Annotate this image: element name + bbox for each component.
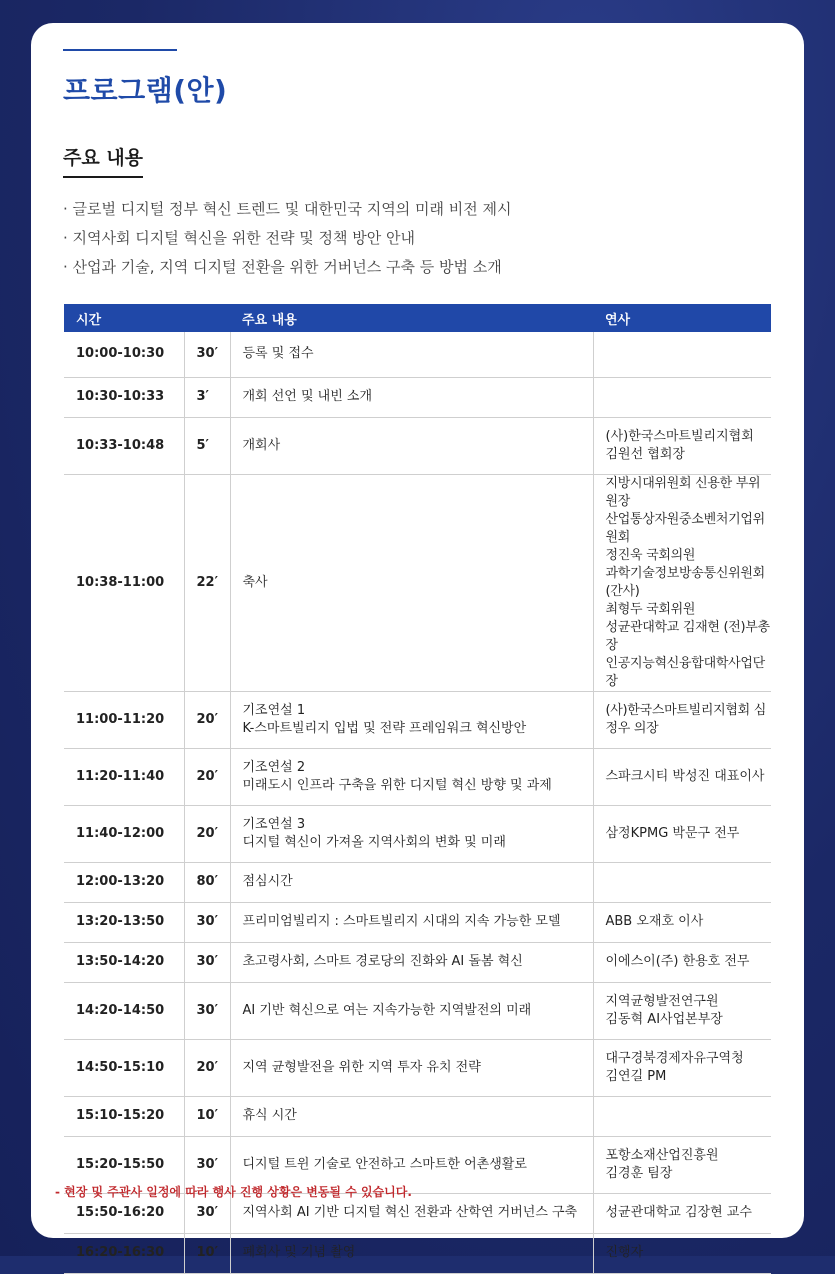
content-cell: [230, 332, 593, 377]
table-row: [64, 417, 771, 474]
content-cell: [230, 1233, 593, 1273]
content-subtitle: 미래도시 인프라 구축을 위한 디지털 혁신 방향 및 과제: [242, 777, 552, 793]
content-cell: [230, 474, 593, 691]
time-cell: 15:20-15:50: [64, 1136, 184, 1193]
speaker-cell: [593, 1039, 771, 1096]
time-cell: 11:00-11:20: [64, 691, 184, 748]
footnote: - 현장 및 주관사 일정에 따라 행사 진행 상황은 변동될 수 있습니다.: [55, 1185, 412, 1199]
header-speaker: 연사: [593, 304, 771, 332]
content-title: 등록 및 접수: [242, 346, 314, 362]
speaker-line: 스파크시티 박성진 대표이사: [605, 768, 765, 784]
speaker-line: 이에스이(주) 한용호 전무: [605, 954, 750, 969]
content-title: 휴식 시간: [242, 1108, 297, 1123]
duration-cell: 20′: [184, 805, 230, 862]
time-cell: 15:50-16:20: [64, 1193, 184, 1233]
summary-bullets: [63, 195, 511, 282]
content-cell: [230, 902, 593, 942]
table-row: [64, 474, 771, 691]
speaker-line: 최형두 국회위원: [605, 601, 696, 617]
bullet-item: · 글로벌 디지털 정부 혁신 트렌드 및 대한민국 지역의 미래 비전 제시: [63, 200, 512, 218]
duration-cell: 22′: [184, 474, 230, 691]
time-cell: 15:10-15:20: [64, 1096, 184, 1136]
speaker-cell: [593, 862, 771, 902]
program-card: [31, 23, 804, 1260]
time-cell: 10:38-11:00: [64, 474, 184, 691]
content-cell: [230, 691, 593, 748]
duration-cell: 10′: [184, 1233, 230, 1273]
table-body: [64, 332, 771, 1273]
time-cell: 14:20-14:50: [64, 982, 184, 1039]
time-cell: 13:50-14:20: [64, 942, 184, 982]
table-row: [64, 982, 771, 1039]
speaker-cell: [593, 1233, 771, 1273]
table-header-row: [64, 304, 771, 332]
content-cell: [230, 942, 593, 982]
content-title: 지역사회 AI 기반 디지털 혁신 전환과 산학연 거버넌스 구축: [242, 1205, 578, 1220]
content-cell: [230, 1096, 593, 1136]
duration-cell: 30′: [184, 982, 230, 1039]
table-row: [64, 805, 771, 862]
content-title: 기조연설 2: [242, 759, 306, 775]
duration-cell: 80′: [184, 862, 230, 902]
speaker-line: 과학기술정보방송통신위원회(간사): [605, 565, 765, 599]
content-cell: [230, 862, 593, 902]
speaker-cell: [593, 377, 771, 417]
duration-cell: 5′: [184, 417, 230, 474]
speaker-line: (사)한국스마트빌리지협회 심정우 의장: [605, 702, 766, 736]
speaker-line: (사)한국스마트빌리지협회: [605, 428, 754, 444]
content-title: 개회사: [242, 437, 281, 453]
duration-cell: 20′: [184, 1039, 230, 1096]
speaker-line: 산업통상자원중소벤처기업위원회: [605, 511, 765, 545]
content-title: 개회 선언 및 내빈 소개: [242, 389, 373, 404]
speaker-line: 삼정KPMG 박문구 전무: [605, 825, 740, 841]
duration-cell: 30′: [184, 1136, 230, 1193]
table-row: [64, 942, 771, 982]
table-row: [64, 748, 771, 805]
content-title: 축사: [242, 574, 268, 590]
table-row: [64, 1233, 771, 1273]
speaker-line: 김경훈 팀장: [605, 1165, 673, 1181]
content-subtitle: 디지털 혁신이 가져올 지역사회의 변화 및 미래: [242, 834, 506, 850]
time-cell: 11:20-11:40: [64, 748, 184, 805]
speaker-cell: [593, 902, 771, 942]
duration-cell: 30′: [184, 902, 230, 942]
speaker-cell: [593, 417, 771, 474]
speaker-line: 지방시대위원회 신용한 부위원장: [605, 475, 761, 509]
content-cell: [230, 805, 593, 862]
content-title: 프리미엄빌리지 : 스마트빌리지 시대의 지속 가능한 모델: [242, 914, 561, 929]
time-cell: 13:20-13:50: [64, 902, 184, 942]
speaker-cell: [593, 1193, 771, 1233]
speaker-cell: [593, 332, 771, 377]
speaker-line: 정진욱 국회의원: [605, 547, 696, 563]
speaker-line: 지역균형발전연구원: [605, 993, 719, 1009]
content-cell: [230, 1039, 593, 1096]
speaker-line: 김동혁 AI사업본부장: [605, 1011, 723, 1027]
content-title: 초고령사회, 스마트 경로당의 진화와 AI 돌봄 혁신: [242, 954, 523, 969]
duration-cell: 20′: [184, 691, 230, 748]
content-cell: [230, 417, 593, 474]
content-cell: [230, 982, 593, 1039]
time-cell: 11:40-12:00: [64, 805, 184, 862]
content-title: 폐회사 및 기념 촬영: [242, 1245, 356, 1260]
time-cell: 14:50-15:10: [64, 1039, 184, 1096]
table-row: [64, 332, 771, 377]
table-row: [64, 862, 771, 902]
speaker-line: 포항소재산업진흥원: [605, 1147, 719, 1163]
header-time: 시간: [64, 304, 230, 332]
time-cell: 16:20-16:30: [64, 1233, 184, 1273]
speaker-cell: [593, 1136, 771, 1193]
table-row: [64, 1096, 771, 1136]
bullet-item: · 지역사회 디지털 혁신을 위한 전략 및 정책 방안 안내: [63, 229, 415, 247]
header-content: 주요 내용: [230, 304, 593, 332]
speaker-line: 인공지능혁신융합대학사업단장: [605, 655, 765, 689]
section-title: 주요 내용: [63, 143, 143, 178]
speaker-line: 성균관대학교 김재현 (전)부총장: [605, 619, 770, 653]
duration-cell: 30′: [184, 332, 230, 377]
speaker-line: 김연길 PM: [605, 1068, 667, 1084]
time-cell: 10:33-10:48: [64, 417, 184, 474]
content-title: 기조연설 1: [242, 702, 306, 718]
speaker-line: 김원선 협회장: [605, 446, 685, 462]
speaker-cell: [593, 1096, 771, 1136]
content-cell: [230, 377, 593, 417]
table-row: [64, 1039, 771, 1096]
speaker-cell: [593, 691, 771, 748]
content-title: 점심시간: [242, 874, 293, 889]
duration-cell: 30′: [184, 1193, 230, 1233]
duration-cell: 20′: [184, 748, 230, 805]
speaker-cell: [593, 748, 771, 805]
time-cell: 10:00-10:30: [64, 332, 184, 377]
duration-cell: 30′: [184, 942, 230, 982]
speaker-cell: [593, 805, 771, 862]
content-title: 기조연설 3: [242, 816, 306, 832]
speaker-line: 성균관대학교 김장현 교수: [605, 1205, 752, 1220]
program-table: [64, 304, 771, 1274]
speaker-line: 대구경북경제자유구역청: [605, 1050, 744, 1066]
content-subtitle: K-스마트빌리지 입법 및 전략 프레임워크 혁신방안: [242, 720, 527, 736]
speaker-line: ABB 오재호 이사: [605, 914, 704, 929]
speaker-cell: [593, 942, 771, 982]
content-title: 지역 균형발전을 위한 지역 투자 유치 전략: [242, 1059, 481, 1075]
content-title: AI 기반 혁신으로 여는 지속가능한 지역발전의 미래: [242, 1002, 532, 1018]
duration-cell: 3′: [184, 377, 230, 417]
speaker-cell: [593, 982, 771, 1039]
speaker-cell: [593, 474, 771, 691]
table-row: [64, 377, 771, 417]
page-title: 프로그램(안): [63, 74, 228, 107]
time-cell: 10:30-10:33: [64, 377, 184, 417]
time-cell: 12:00-13:20: [64, 862, 184, 902]
duration-cell: 10′: [184, 1096, 230, 1136]
content-title: 디지털 트윈 기술로 안전하고 스마트한 어촌생활로: [242, 1156, 527, 1172]
table-row: [64, 902, 771, 942]
table-row: [64, 691, 771, 748]
content-cell: [230, 748, 593, 805]
title-accent-line: [63, 49, 177, 51]
speaker-line: 진행자: [605, 1245, 644, 1260]
bullet-item: · 산업과 기술, 지역 디지털 전환을 위한 거버넌스 구축 등 방법 소개: [63, 258, 502, 276]
